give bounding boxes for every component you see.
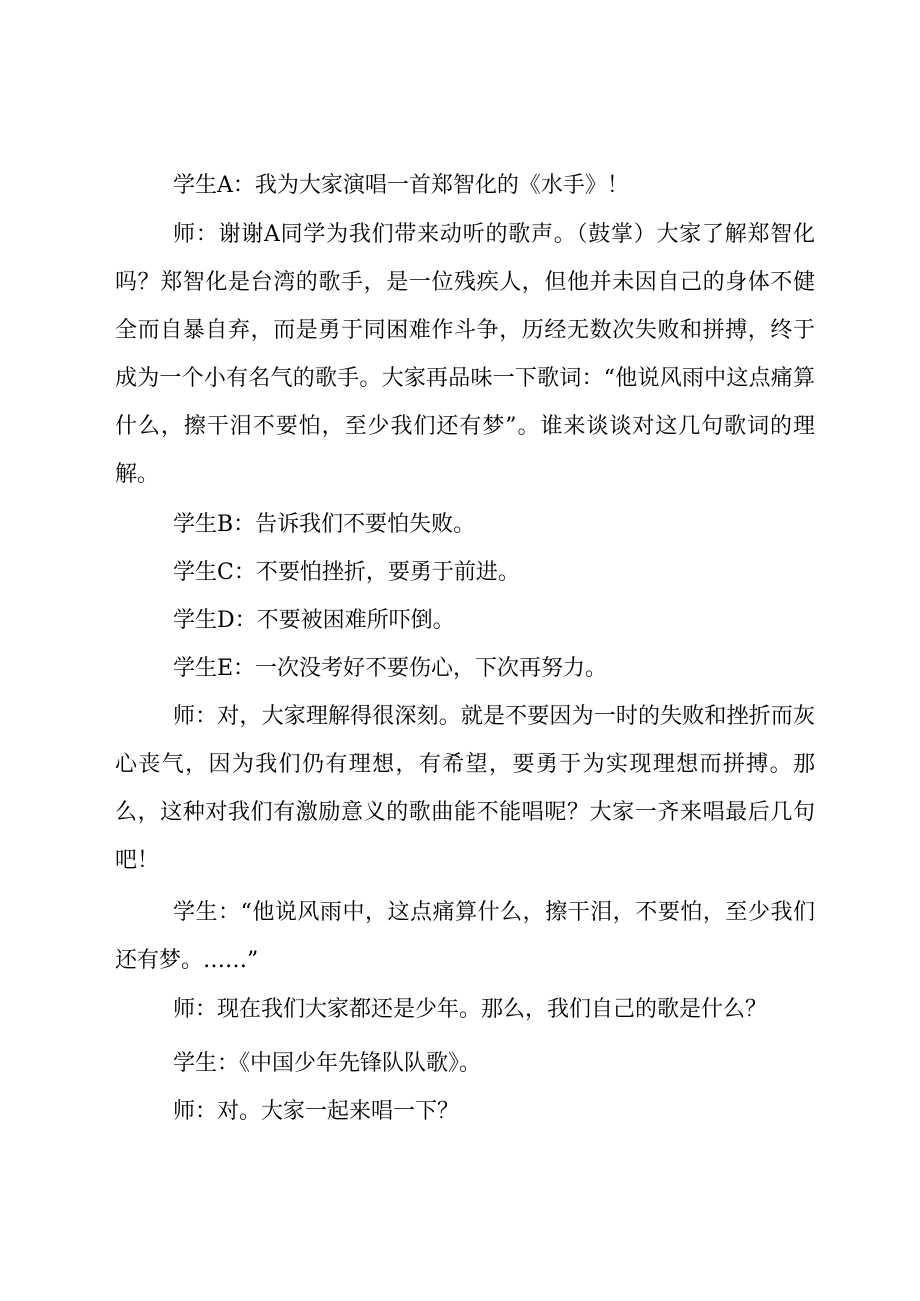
paragraph-students-answer: 学生：《中国少年先锋队队歌》。 <box>173 1051 482 1076</box>
paragraph-student-e: 学生E：一次没考好不要伤心，下次再努力。 <box>173 656 608 681</box>
paragraph-student-b: 学生B：告诉我们不要怕失败。 <box>173 512 476 537</box>
paragraph-teacher-intro: 师：谢谢A同学为我们带来动听的歌声。（鼓掌）大家了解郑智化吗？郑智化是台湾的歌手，是一位残疾人，但他并未因自己的身体不健全而自暴自弃，而是勇于同困难作斗争，历经无数次失败和拼搏，终于成为一个小有名气的歌手。大家再品味一下歌词：“他说风雨中这点痛算什么，擦干泪不要怕，至少我们还有梦”。谁来谈谈对这几句歌词的理解。 <box>115 222 815 487</box>
paragraph-teacher-response: 师：对，大家理解得很深刻。就是不要因为一时的失败和挫折而灰心丧气，因为我们仍有理想，有希望，要勇于为实现理想而拼搏。那么，这种对我们有激励意义的歌曲能不能唱呢？大家一齐来唱最后几句吧！ <box>115 704 815 873</box>
paragraph-student-d: 学生D：不要被困难所吓倒。 <box>173 608 455 633</box>
paragraph-student-a: 学生A：我为大家演唱一首郑智化的《水手》！ <box>173 173 629 198</box>
paragraph-teacher-closing: 师：对。大家一起来唱一下？ <box>173 1099 460 1124</box>
paragraph-student-c: 学生C：不要怕挫折，要勇于前进。 <box>173 560 520 585</box>
paragraph-students-sing: 学生：“他说风雨中，这点痛算什么，擦干泪，不要怕，至少我们还有梦。……” <box>115 900 815 973</box>
paragraph-teacher-question: 师：现在我们大家都还是少年。那么，我们自己的歌是什么？ <box>173 997 768 1022</box>
